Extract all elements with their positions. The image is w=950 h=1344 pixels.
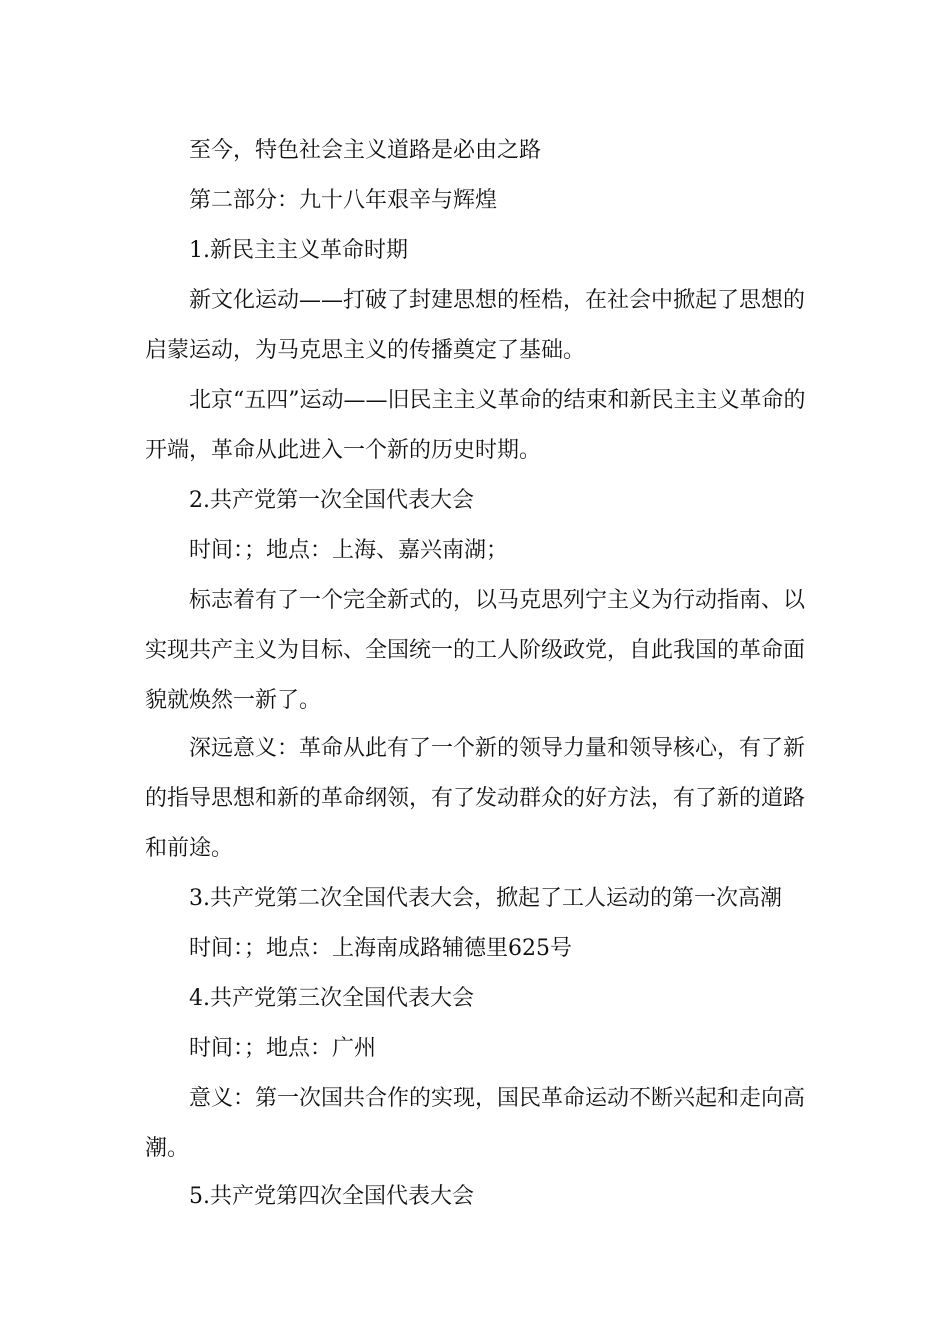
subsection-heading: 5.共产党第四次全国代表大会 (189, 1184, 474, 1209)
subsection-heading: 1.新民主主义革命时期 (189, 238, 408, 263)
section-heading: 第二部分：九十八年艰辛与辉煌 (189, 188, 498, 213)
paragraph: 北京“五四”运动——旧民主主义革命的结束和新民主主义革命的开端，革命从此进入一个新的历史时期。 (145, 388, 806, 463)
subsection-heading: 3.共产党第二次全国代表大会，掀起了工人运动的第一次高潮 (189, 886, 782, 911)
paragraph: 深远意义：革命从此有了一个新的领导力量和领导核心，有了新的指导思想和新的革命纲领，有了发动群众的好方法，有了新的道路和前途。 (145, 736, 806, 861)
paragraph: 时间：；地点：广州 (189, 1036, 377, 1061)
subsection-heading: 4.共产党第三次全国代表大会 (189, 986, 474, 1011)
paragraph: 标志着有了一个完全新式的，以马克思列宁主义为行动指南、以实现共产主义为目标、全国统一的工人阶级政党，自此我国的革命面貌就焕然一新了。 (145, 588, 806, 713)
paragraph: 至今，特色社会主义道路是必由之路 (189, 138, 542, 163)
paragraph: 时间：；地点：上海、嘉兴南湖； (189, 538, 509, 563)
subsection-heading: 2.共产党第一次全国代表大会 (189, 488, 474, 513)
paragraph: 意义：第一次国共合作的实现，国民革命运动不断兴起和走向高潮。 (145, 1086, 806, 1161)
paragraph: 新文化运动——打破了封建思想的桎梏，在社会中掀起了思想的启蒙运动，为马克思主义的传播奠定了基础。 (145, 288, 806, 363)
paragraph: 时间：；地点：上海南成路辅德里625号 (189, 936, 572, 961)
